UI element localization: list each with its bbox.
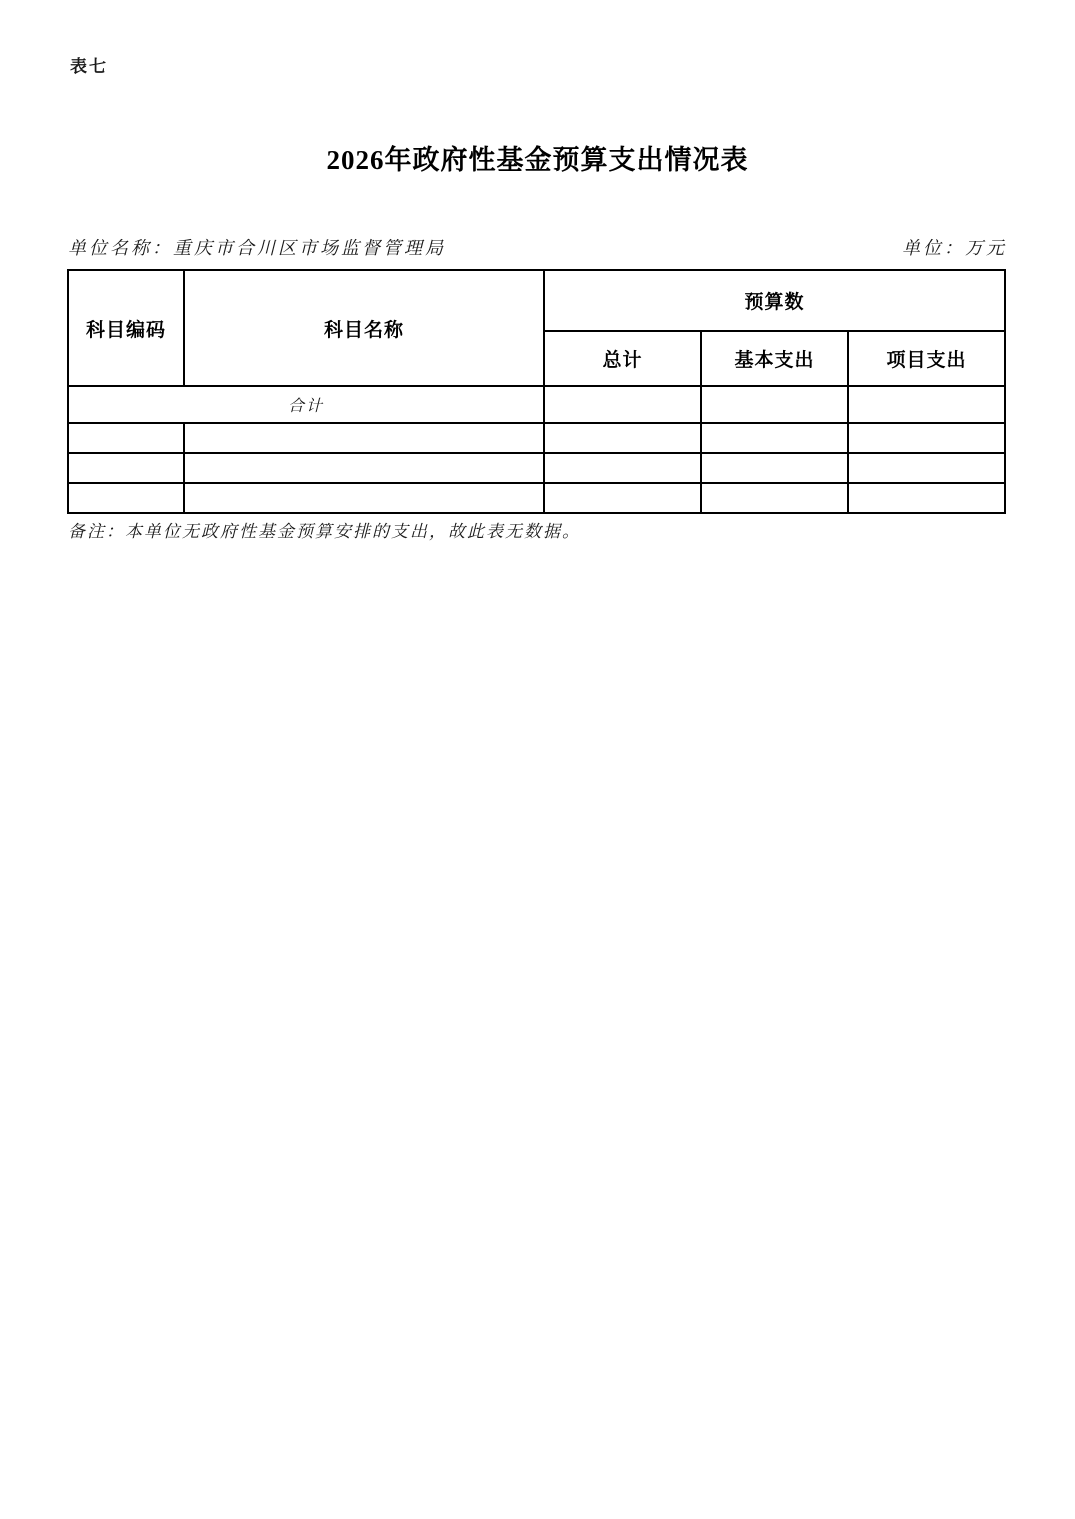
table-total-row xyxy=(68,386,1005,423)
table-row xyxy=(68,423,1005,453)
table-number-label: 表七 xyxy=(70,57,108,76)
cell-project xyxy=(848,453,1005,483)
cell-total xyxy=(544,423,701,453)
cell-basic xyxy=(701,423,848,453)
page-title: 2026年政府性基金预算支出情况表 xyxy=(326,145,749,175)
table-header-row-1 xyxy=(68,270,1005,331)
cell-project xyxy=(848,483,1005,513)
cell-name xyxy=(184,423,544,453)
meta-row xyxy=(68,234,1007,260)
unit-name-label: 单位名称：重庆市合川区市场监督管理局 xyxy=(68,238,446,258)
cell-total xyxy=(544,483,701,513)
total-row-label: 合计 xyxy=(68,386,544,423)
total-row-project-cell xyxy=(848,386,1005,423)
header-project-expenditure: 项目支出 xyxy=(848,331,1005,386)
table-row xyxy=(68,483,1005,513)
header-subject-name: 科目名称 xyxy=(184,270,544,386)
header-subject-code: 科目编码 xyxy=(68,270,184,386)
header-budget-group: 预算数 xyxy=(544,270,1005,331)
cell-basic xyxy=(701,453,848,483)
remark-note: 备注：本单位无政府性基金预算安排的支出，故此表无数据。 xyxy=(68,522,581,541)
cell-name xyxy=(184,483,544,513)
cell-total xyxy=(544,453,701,483)
cell-name xyxy=(184,453,544,483)
header-total: 总计 xyxy=(544,331,701,386)
cell-code xyxy=(68,423,184,453)
total-row-total-cell xyxy=(544,386,701,423)
total-row-basic-cell xyxy=(701,386,848,423)
cell-project xyxy=(848,423,1005,453)
unit-of-measure-label: 单位：万元 xyxy=(902,238,1007,258)
cell-code xyxy=(68,483,184,513)
header-basic-expenditure: 基本支出 xyxy=(701,331,848,386)
cell-basic xyxy=(701,483,848,513)
table-row xyxy=(68,453,1005,483)
budget-table xyxy=(67,269,1006,514)
cell-code xyxy=(68,453,184,483)
